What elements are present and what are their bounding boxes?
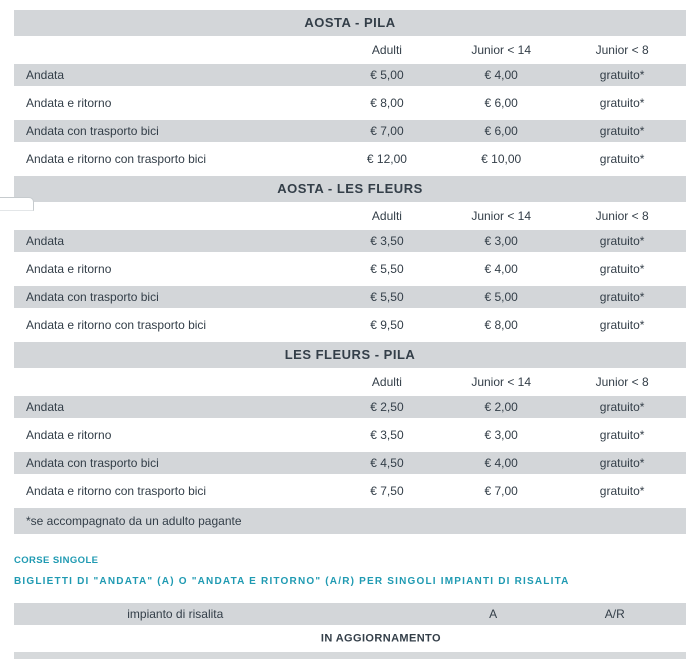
price-adulti: € 5,50 xyxy=(370,262,404,276)
price-junior-8: gratuito* xyxy=(599,96,645,110)
row-label: Andata xyxy=(26,234,65,248)
column-header-row xyxy=(14,36,686,64)
corse-singole-heading: CORSE SINGOLE xyxy=(14,555,99,566)
price-junior-8: gratuito* xyxy=(599,428,645,442)
bottom-divider-bar xyxy=(14,652,686,659)
section-title: AOSTA - LES FLEURS xyxy=(14,176,686,202)
row-label: Andata xyxy=(26,68,65,82)
row-label: Andata e ritorno xyxy=(26,96,112,110)
lift-column-header-a: A xyxy=(489,607,498,621)
section-title: AOSTA - PILA xyxy=(14,10,686,36)
table-row xyxy=(14,64,686,86)
price-adulti: € 3,50 xyxy=(370,234,404,248)
footnote: *se accompagnato da un adulto pagante xyxy=(14,508,686,534)
row-label: Andata e ritorno xyxy=(26,428,112,442)
price-table-les-fleurs-pila xyxy=(14,342,686,502)
column-header-junior-14: Junior < 14 xyxy=(471,43,532,57)
row-label: Andata con trasporto bici xyxy=(26,456,159,470)
lift-column-header-ar: A/R xyxy=(604,607,625,621)
price-junior-8: gratuito* xyxy=(599,456,645,470)
table-row xyxy=(14,148,686,170)
table-row xyxy=(14,452,686,474)
column-header-junior-8: Junior < 8 xyxy=(595,375,649,389)
price-adulti: € 2,50 xyxy=(370,400,404,414)
price-junior-8: gratuito* xyxy=(599,318,645,332)
price-adulti: € 8,00 xyxy=(370,96,404,110)
lift-column-header-impianto: impianto di risalita xyxy=(127,607,224,621)
row-label: Andata e ritorno con trasporto bici xyxy=(26,318,207,332)
price-adulti: € 5,00 xyxy=(370,68,404,82)
price-junior-14: € 4,00 xyxy=(484,68,518,82)
price-adulti: € 7,00 xyxy=(370,124,404,138)
edge-artifact-box xyxy=(0,197,34,211)
table-row xyxy=(14,258,686,280)
column-header-row xyxy=(14,202,686,230)
row-label: Andata e ritorno con trasporto bici xyxy=(26,152,207,166)
price-adulti: € 7,50 xyxy=(370,484,404,498)
price-junior-8: gratuito* xyxy=(599,262,645,276)
price-junior-14: € 4,00 xyxy=(484,456,518,470)
table-row xyxy=(14,92,686,114)
column-header-adulti: Adulti xyxy=(371,43,402,57)
status-row xyxy=(14,625,686,652)
price-junior-14: € 2,00 xyxy=(484,400,518,414)
lift-table-header-row xyxy=(14,603,686,625)
price-table-aosta-pila xyxy=(14,10,686,170)
price-adulti: € 4,50 xyxy=(370,456,404,470)
table-row xyxy=(14,120,686,142)
price-junior-8: gratuito* xyxy=(599,400,645,414)
row-label: Andata e ritorno xyxy=(26,262,112,276)
price-junior-8: gratuito* xyxy=(599,290,645,304)
column-header-junior-8: Junior < 8 xyxy=(595,209,649,223)
price-junior-14: € 8,00 xyxy=(484,318,518,332)
table-row xyxy=(14,396,686,418)
price-junior-8: gratuito* xyxy=(599,124,645,138)
column-header-junior-8: Junior < 8 xyxy=(595,43,649,57)
price-junior-14: € 10,00 xyxy=(481,152,522,166)
price-junior-14: € 6,00 xyxy=(484,124,518,138)
price-adulti: € 5,50 xyxy=(370,290,404,304)
table-row xyxy=(14,480,686,502)
price-junior-8: gratuito* xyxy=(599,484,645,498)
price-junior-8: gratuito* xyxy=(599,234,645,248)
status-text: IN AGGIORNAMENTO xyxy=(320,632,441,644)
price-junior-8: gratuito* xyxy=(599,152,645,166)
price-table-aosta-les-fleurs xyxy=(14,176,686,336)
price-junior-14: € 5,00 xyxy=(484,290,518,304)
row-label: Andata xyxy=(26,400,65,414)
column-header-junior-14: Junior < 14 xyxy=(471,375,532,389)
column-header-adulti: Adulti xyxy=(371,375,402,389)
corse-singole-subheading: BIGLIETTI DI "ANDATA" (A) O "ANDATA E RITORNO" (A/R) PER SINGOLI IMPIANTI DI RISALITA xyxy=(14,576,570,587)
column-header-adulti: Adulti xyxy=(371,209,402,223)
price-adulti: € 9,50 xyxy=(370,318,404,332)
column-header-row xyxy=(14,368,686,396)
table-row xyxy=(14,230,686,252)
table-row xyxy=(14,286,686,308)
price-junior-14: € 3,00 xyxy=(484,428,518,442)
price-junior-14: € 7,00 xyxy=(484,484,518,498)
table-row xyxy=(14,314,686,336)
row-label: Andata con trasporto bici xyxy=(26,124,159,138)
price-junior-14: € 6,00 xyxy=(484,96,518,110)
price-adulti: € 12,00 xyxy=(366,152,407,166)
price-junior-14: € 4,00 xyxy=(484,262,518,276)
table-row xyxy=(14,424,686,446)
price-adulti: € 3,50 xyxy=(370,428,404,442)
column-header-junior-14: Junior < 14 xyxy=(471,209,532,223)
row-label: Andata con trasporto bici xyxy=(26,290,159,304)
row-label: Andata e ritorno con trasporto bici xyxy=(26,484,207,498)
price-junior-14: € 3,00 xyxy=(484,234,518,248)
section-title: LES FLEURS - PILA xyxy=(14,342,686,368)
price-junior-8: gratuito* xyxy=(599,68,645,82)
